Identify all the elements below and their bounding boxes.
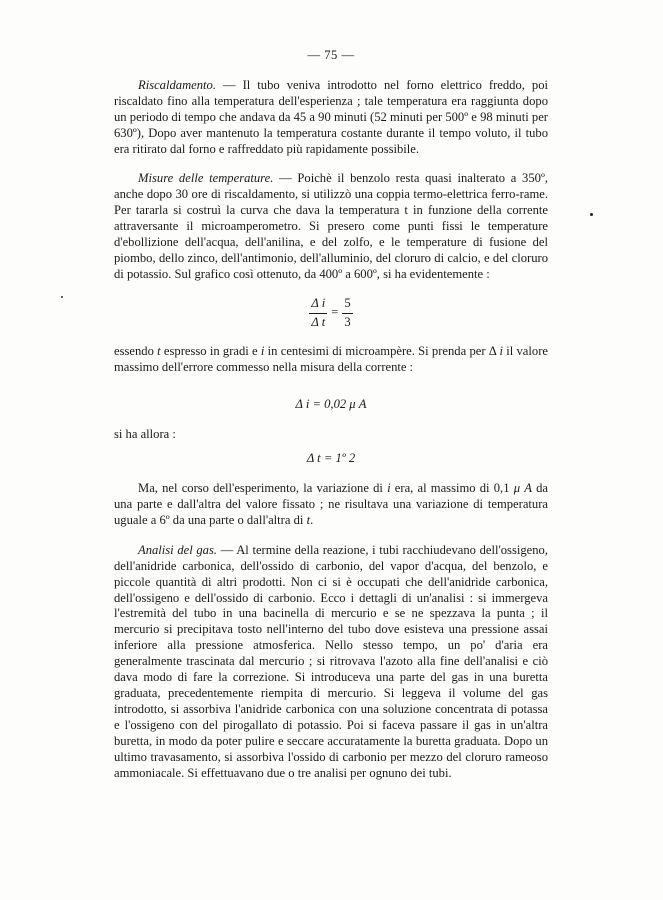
paragraph-text: — Al termine della reazione, i tubi racchiudevano dell'ossigeno, dell'anidride carbonica, dell'ossido di carbonio, del vapor d'acqua, del benzolo, e piccole quantità di altri prodotti. Non ci si è occupati che dell'anidride carbonica, dell'ossigeno e dell'ossido di carbonio. Ecco i dettagli di un'analisi : si immergeva l'estremità del tubo in una bacinella di mercurio e se ne spezzava la punta ; il mercurio si precipitava tosto nell'interno del tubo dove esisteva una pressione assai inferiore alla pressione atmosferica. Nello stesso tempo, un po' d'aria era generalmente trascinata dal mercurio ; si ritrovava l'azoto alla fine dell'analisi e ciò dava modo di fare la correzione. Si introduceva una parte del gas in una buretta graduata, precedentemente riempita di mercurio. Si leggeva il volume del gas introdotto, si assorbiva l'anidride carbonica con una soluzione concentrata di potassa e l'ossigeno con del pirogallato di potassio. Poi si faceva passare il gas in un'altra buretta, in modo da poter pulire e seccare accuratamente la buretta graduata. Dopo un ultimo travasamento, si assorbiva l'ossido di carbonio per mezzo del cloruro rameoso ammoniacale. Si effettuavano due o tre analisi per ognuno dei tubi. (114, 542, 548, 780)
text-run: . (310, 512, 314, 527)
math-var: i (260, 343, 265, 358)
scan-speck (590, 213, 593, 216)
math-var: i (499, 343, 503, 358)
math-var: t (306, 512, 311, 527)
text-run: essendo (114, 343, 158, 358)
paragraph-si-ha: si ha allora : (114, 427, 176, 442)
paragraph-analisi (114, 543, 548, 782)
paragraph-essendo (114, 344, 548, 376)
text-run: espresso in gradi e (160, 343, 261, 358)
equation-delta-t: Δ t = 1º 2 (306, 451, 356, 466)
numerator: 5 (342, 296, 352, 314)
scan-speck (61, 296, 63, 298)
equation-delta-i: Δ i = 0,02 μ A (295, 397, 367, 412)
equation-ratio (114, 296, 548, 331)
page-body (114, 48, 548, 781)
paragraph-text: — Il tubo veniva introdotto nel forno elettrico freddo, poi riscaldato fino alla temperatura dell'esperienza ; tale temperatura era raggiunta dopo un periodo di tempo che andava da 45 a 90 minuti (52 minuti per 500º e 98 minuti per 630º), Dopo aver mantenuto la temperatura costante durante il tempo voluto, il tubo era ritirato dal forno e raffreddato più rapidamente possibile. (114, 77, 548, 156)
math-var: t (157, 343, 161, 358)
paragraph-misure (114, 171, 548, 282)
math-var: i (387, 481, 391, 496)
text-run: Ma, nel corso dell'esperimento, la variazione di (138, 481, 388, 496)
paragraph-riscaldamento (114, 78, 548, 158)
equals-sign: = (331, 305, 339, 320)
section-title-analisi: Analisi del gas. (138, 542, 218, 557)
text-run: in centesimi di microampère. Si prenda per Δ (264, 343, 500, 358)
section-title-misure: Misure delle temperature. (138, 171, 274, 186)
math-var: μ A (513, 481, 532, 496)
fraction-left (309, 296, 327, 331)
paragraph-ma (114, 481, 548, 529)
text-run: il valore massimo dell'errore commesso nella misura della corrente : (114, 343, 548, 374)
numerator: Δ i (309, 296, 327, 314)
text-run: da una parte e dall'altra del valore fissato ; ne risultava una variazione di temperatura uguale a 6º da una parte o dall'altra di (114, 481, 548, 527)
text-run: era, al massimo di 0,1 (390, 481, 514, 496)
section-title-riscaldamento: Riscaldamento. (138, 77, 216, 92)
denominator: Δ t (311, 314, 326, 329)
page-number: — 75 — (307, 48, 355, 62)
fraction-right (342, 296, 352, 331)
denominator: 3 (344, 314, 351, 329)
paragraph-text: — Poichè il benzolo resta quasi inalterato a 350º, anche dopo 30 ore di riscaldamento, si utilizzò una coppia termo-elettrica ferro-rame. Per tararla si costruì la curva che dava la temperatura t in funzione della corrente attraversante il microamperometro. Si presero come punti fissi le temperature d'ebollizione dell'acqua, dell'anilina, e del zolfo, e le temperature di fusione del piombo, dello zinco, dell'antimonio, dell'alluminio, del cloruro di calcio, e del cloruro di potassio. Sul grafico così ottenuto, da 400º a 600º, si ha evidentemente : (114, 171, 548, 281)
